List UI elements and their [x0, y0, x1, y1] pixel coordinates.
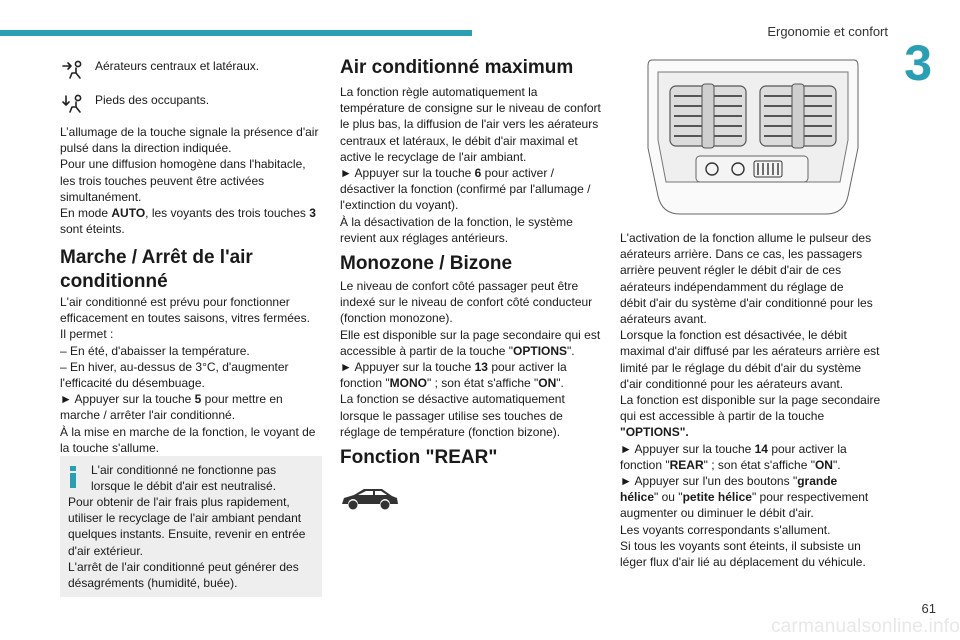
text-line: Elle est disponible sur la page secondaire qui est [340, 327, 601, 342]
chapter-number: 3 [904, 35, 932, 91]
info-box [60, 456, 322, 597]
text-line: Pour une diffusion homogène dans l'habitacle, [60, 157, 306, 172]
text-line: fonction "REAR" ; son état s'affiche "ON". [620, 457, 841, 472]
text-line: Pour obtenir de l'air frais plus rapidement, [68, 495, 290, 509]
text-line: ► Appuyer sur l'un des boutons "grande [620, 474, 838, 489]
text-line: Le niveau de confort côté passager peut être [340, 279, 579, 293]
text-line: marche / arrêter l'air conditionné. [60, 408, 236, 423]
text-line: La fonction se désactive automatiquement [340, 392, 565, 407]
text-line: augmenter ou diminuer le débit d'air. [620, 506, 814, 521]
text-line: l'efficacité du désembuage. [60, 376, 205, 391]
col2-para-max [340, 84, 608, 246]
text-line: lorsque le débit d'air est neutralisé. [91, 479, 277, 494]
text-line: efficacement en toutes saisons, vitres fermées. [60, 311, 310, 326]
text-line: En mode AUTO, les voyants des trois touches 3 [60, 206, 316, 221]
heading-rear [340, 446, 608, 470]
text-line: L'activation de la fonction allume le pulseur des [620, 231, 872, 245]
text-line: arrière peuvent régler le débit d'air de ces [620, 263, 842, 278]
text-line: ► Appuyer sur la touche 6 pour activer / [340, 166, 555, 181]
text-line: centraux et latéraux, le débit d'air maximal et [340, 133, 578, 148]
text-line: – En hiver, au-dessus de 3°C, d'augmenter [60, 359, 289, 374]
icon-item-feet [60, 90, 209, 116]
text-line: température de consigne sur le niveau de confort [340, 101, 601, 116]
text-line: – En été, d'abaisser la température. [60, 343, 250, 358]
text-line: d'air extérieur. [68, 543, 143, 558]
text-line: aérateurs arrière. Dans ce cas, les passagers [620, 247, 863, 262]
info-icon [69, 466, 77, 488]
header-accent-bar [0, 30, 472, 36]
text-line: La fonction règle automatiquement la [340, 85, 538, 99]
text-line: ► Appuyer sur la touche 5 pour mettre en [60, 392, 283, 407]
page-number: 61 [921, 601, 936, 616]
text-line: La fonction est disponible sur la page secondaire [620, 393, 881, 408]
text-line: indexé sur le niveau de confort côté conducteur [340, 295, 593, 310]
icon-item-feet-label: Pieds des occupants. [95, 93, 210, 107]
text-line: L'air conditionné est prévu pour fonctionner [60, 295, 290, 309]
text-line: active le recyclage de l'air ambiant. [340, 149, 527, 164]
air-direction-feet-icon [60, 90, 86, 116]
text-line: réglage de température (fonction bizone). [340, 424, 561, 439]
text-line: À la désactivation de la fonction, le système [340, 214, 573, 229]
icon-item-vents [60, 56, 259, 82]
text-line: aérateurs avant. [620, 312, 707, 327]
text-line: lorsque le passager utilise ses touches de [340, 408, 563, 423]
text-line: aérateurs indépendamment du réglage de [620, 279, 844, 294]
text-line: quelques instants. Ensuite, revenir en entrée [68, 527, 306, 542]
heading-line: Monozone / Bizone [340, 253, 513, 274]
text-line: limité par le réglage du débit d'air du système [620, 360, 862, 375]
col3-para-rear [620, 230, 888, 570]
section-title: Ergonomie et confort [767, 24, 888, 39]
text-line: débit d'air du système d'air conditionné pour les [620, 295, 873, 310]
text-line: Lorsque la fonction est désactivée, le débit [620, 328, 847, 343]
text-line: l'extinction du voyant). [340, 198, 459, 213]
col1-para2 [60, 294, 322, 456]
text-line: la touche s'allume. [60, 440, 160, 455]
car-silhouette-icon [340, 484, 400, 514]
text-line: ► Appuyer sur la touche 14 pour activer la [620, 441, 847, 456]
text-line: ► Appuyer sur la touche 13 pour activer la [340, 360, 567, 375]
text-line: hélice" ou "petite hélice" pour respectivement [620, 490, 869, 505]
text-line: L’allumage de la touche signale la présence d'air [60, 125, 319, 139]
air-direction-face-icon [60, 56, 86, 82]
text-line: L'air conditionné ne fonctionne pas [91, 463, 277, 477]
text-line: les trois touches peuvent être activées [60, 173, 265, 188]
text-line: désagréments (humidité, buée). [68, 576, 238, 591]
heading-line: conditionné [60, 271, 168, 292]
text-line: Il permet : [60, 327, 114, 342]
heading-monozone [340, 252, 608, 276]
text-line: "OPTIONS". [620, 425, 689, 440]
text-line: accessible à partir de la touche "OPTIONS". [340, 343, 575, 358]
icon-item-vents-label: Aérateurs centraux et latéraux. [95, 59, 260, 73]
col1-para1 [60, 124, 322, 237]
text-line: d'air conditionné pour les aérateurs avant. [620, 376, 844, 391]
text-line: utiliser le recyclage de l'air ambiant pendant [68, 511, 302, 526]
text-line: sont éteints. [60, 222, 125, 237]
text-line: À la mise en marche de la fonction, le voyant de [60, 424, 316, 439]
heading-marche-arret [60, 246, 322, 294]
text-line: Si tous les voyants sont éteints, il subsiste un [620, 538, 861, 553]
text-line: (fonction monozone). [340, 311, 453, 326]
text-line: simultanément. [60, 189, 142, 204]
text-line: revient aux réglages antérieurs. [340, 230, 509, 245]
text-line: léger flux d'air lié au déplacement du véhicule. [620, 555, 866, 570]
col2-para-mono [340, 278, 608, 440]
text-line: pulsé dans la direction indiquée. [60, 141, 232, 156]
rear-vent-illustration [646, 56, 860, 218]
info-box-indent [91, 462, 319, 494]
text-line: le plus bas, la diffusion de l'air vers les aérateurs [340, 117, 599, 132]
text-line: Les voyants correspondants s'allument. [620, 522, 831, 537]
text-line: fonction "MONO" ; son état s'affiche "ON". [340, 376, 564, 391]
text-line: L'arrêt de l'air conditionné peut générer des [68, 559, 299, 574]
heading-line: Air conditionné maximum [340, 57, 574, 78]
info-box-body [68, 494, 318, 591]
text-line: désactiver la fonction (confirmé par l'allumage / [340, 182, 591, 197]
watermark: carmanualsonline.info [770, 616, 960, 637]
heading-line: Marche / Arrêt de l'air [60, 247, 253, 268]
text-line: qui est accessible à partir de la touche [620, 409, 825, 424]
heading-ac-max [340, 56, 608, 80]
heading-line: Fonction "REAR" [340, 447, 498, 468]
text-line: maximal d'air diffusé par les aérateurs arrière est [620, 344, 880, 359]
